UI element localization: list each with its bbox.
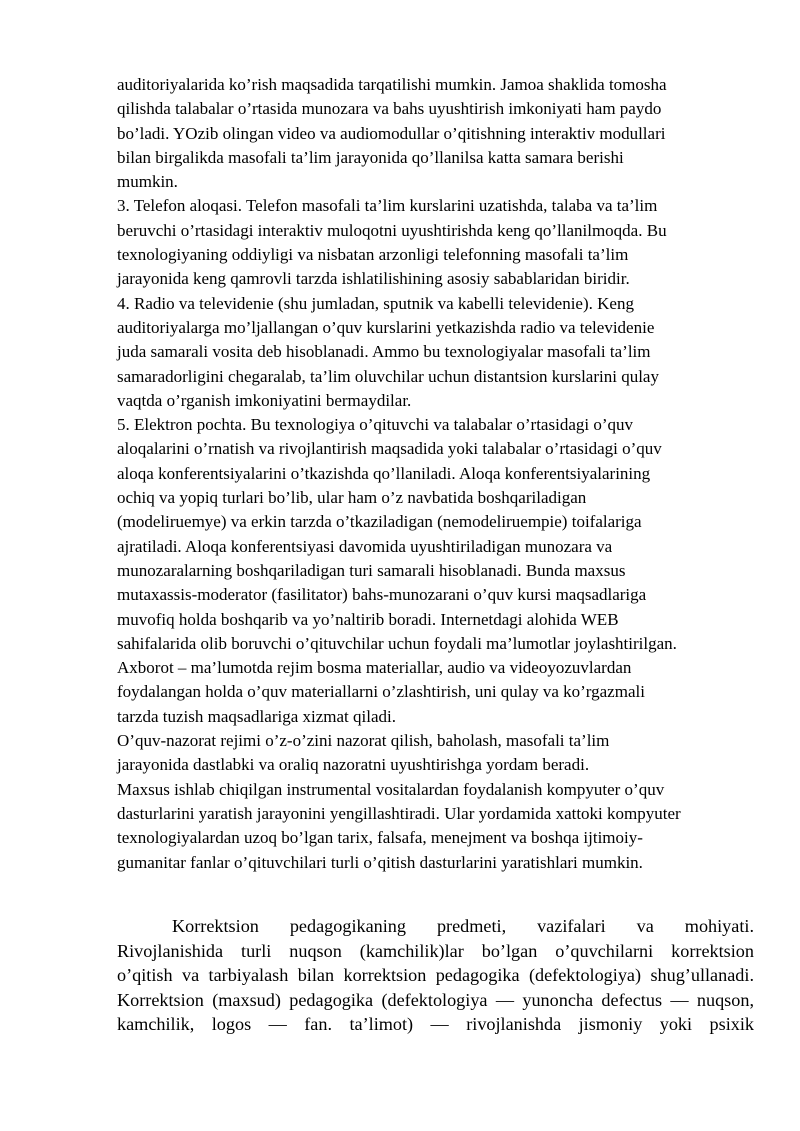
section-heading-line: Korrektsion pedagogikaning predmeti, vazifalari va mohiyati. (172, 916, 754, 936)
text-line: kamchilik, logos — fan. ta’limot) — rivojlanishda jismoniy yoki psixik (117, 1014, 754, 1035)
body-text-paragraph (117, 914, 754, 1037)
text-line: gumanitar fanlar o’qituvchilari turli o’qitish dasturlarini yaratishlari mumkin. (117, 852, 643, 872)
text-line: mumkin. (117, 172, 178, 192)
text-line: qilishda talabalar o’rtasida munozara va bahs uyushtirish imkoniyati ham paydo (117, 99, 662, 119)
text-line: bo’ladi. YOzib olingan video va audiomodullar o’qitishning interaktiv modullari (117, 123, 666, 143)
text-line: tarzda tuzish maqsadlariga xizmat qiladi. (117, 706, 396, 726)
text-line: munozaralarning boshqariladigan turi samarali hisoblanadi. Bunda maxsus (117, 560, 626, 580)
text-line: foydalangan holda o’quv materiallarni o’zlashtirish, uni qulay va ko’rgazmali (117, 682, 645, 702)
text-line: Axborot – ma’lumotda rejim bosma materiallar, audio va videoyozuvlardan (117, 658, 632, 678)
text-line: ochiq va yopiq turlari bo’lib, ular ham o’z navbatida boshqariladigan (117, 488, 587, 508)
text-line: vaqtda o’rganish imkoniyatini bermaydilar. (117, 390, 412, 410)
text-line: texnologiyalardan uzoq bo’lgan tarix, falsafa, menejment va boshqa ijtimoiy- (117, 828, 643, 848)
text-line: mutaxassis-moderator (fasilitator) bahs-munozarani o’quv kursi maqsadlariga (117, 585, 647, 605)
text-line: 4. Radio va televidenie (shu jumladan, sputnik va kabelli televidenie). Keng (117, 293, 634, 313)
text-line: Rivojlanishida turli nuqson (kamchilik)lar bo’lgan o’quvchilarni korrektsion (117, 940, 754, 961)
text-line: Maxsus ishlab chiqilgan instrumental vositalardan foydalanish kompyuter o’quv (117, 779, 665, 799)
text-line: bilan birgalikda masofali ta’lim jarayonida qo’llanilsa katta samara berishi (117, 147, 624, 167)
text-line: jarayonida keng qamrovli tarzda ishlatilishining asosiy sabablaridan biridir. (117, 269, 630, 289)
text-line: aloqa konferentsiyalarini o’tkazishda qo’llaniladi. Aloqa konferentsiyalarining (117, 463, 651, 483)
text-line: texnologiyaning oddiyligi va nisbatan arzonligi telefonning masofali ta’lim (117, 245, 629, 265)
text-line: aloqalarini o’rnatish va rivojlantirish maqsadida yoki talabalar o’rtasidagi o’quv (117, 439, 662, 459)
text-line: sahifalarida olib boruvchi o’qituvchilar uchun foydali ma’lumotlar joylashtirilgan. (117, 633, 677, 653)
text-line: juda samarali vosita deb hisoblanadi. Ammo bu texnologiyalar masofali ta’lim (117, 342, 651, 362)
text-line: auditoriyalarida ko’rish maqsadida tarqatilishi mumkin. Jamoa shaklida tomosha (117, 75, 667, 94)
text-line: ajratiladi. Aloqa konferentsiyasi davomida uyushtiriladigan munozara va (117, 536, 613, 556)
text-line: 3. Telefon aloqasi. Telefon masofali ta’lim kurslarini uzatishda, talaba va ta’lim (117, 196, 658, 216)
text-line: Korrektsion (maxsud) pedagogika (defektologiya — yunoncha defectus — nuqson, (117, 989, 754, 1010)
text-line: dasturlarini yaratish jarayonini yengillashtiradi. Ular yordamida xattoki kompyuter (117, 803, 681, 823)
text-line: O’quv-nazorat rejimi o’z-o’zini nazorat qilish, baholash, masofali ta’lim (117, 731, 610, 751)
body-text-list-section (117, 73, 757, 875)
text-line: beruvchi o’rtasidagi interaktiv muloqotni uyushtirishda keng qo’llanilmoqda. Bu (117, 220, 667, 240)
text-line: o’qitish va tarbiyalash bilan korrektsion pedagogika (defektologiya) shug’ullanadi. (117, 965, 754, 986)
text-line: (modeliruemye) va erkin tarzda o’tkaziladigan (nemodeliruempie) toifalariga (117, 512, 642, 532)
text-line: 5. Elektron pochta. Bu texnologiya o’qituvchi va talabalar o’rtasidagi o’quv (117, 415, 633, 435)
text-line: muvofiq holda boshqarib va yo’naltirib boradi. Internetdagi alohida WEB (117, 609, 619, 629)
text-line: samaradorligini chegaralab, ta’lim oluvchilar uchun distantsion kurslarini qulay (117, 366, 659, 386)
text-line: auditoriyalarga mo’ljallangan o’quv kurslarini yetkazishda radio va televidenie (117, 317, 655, 337)
text-line: jarayonida dastlabki va oraliq nazoratni uyushtirishga yordam beradi. (117, 755, 590, 775)
